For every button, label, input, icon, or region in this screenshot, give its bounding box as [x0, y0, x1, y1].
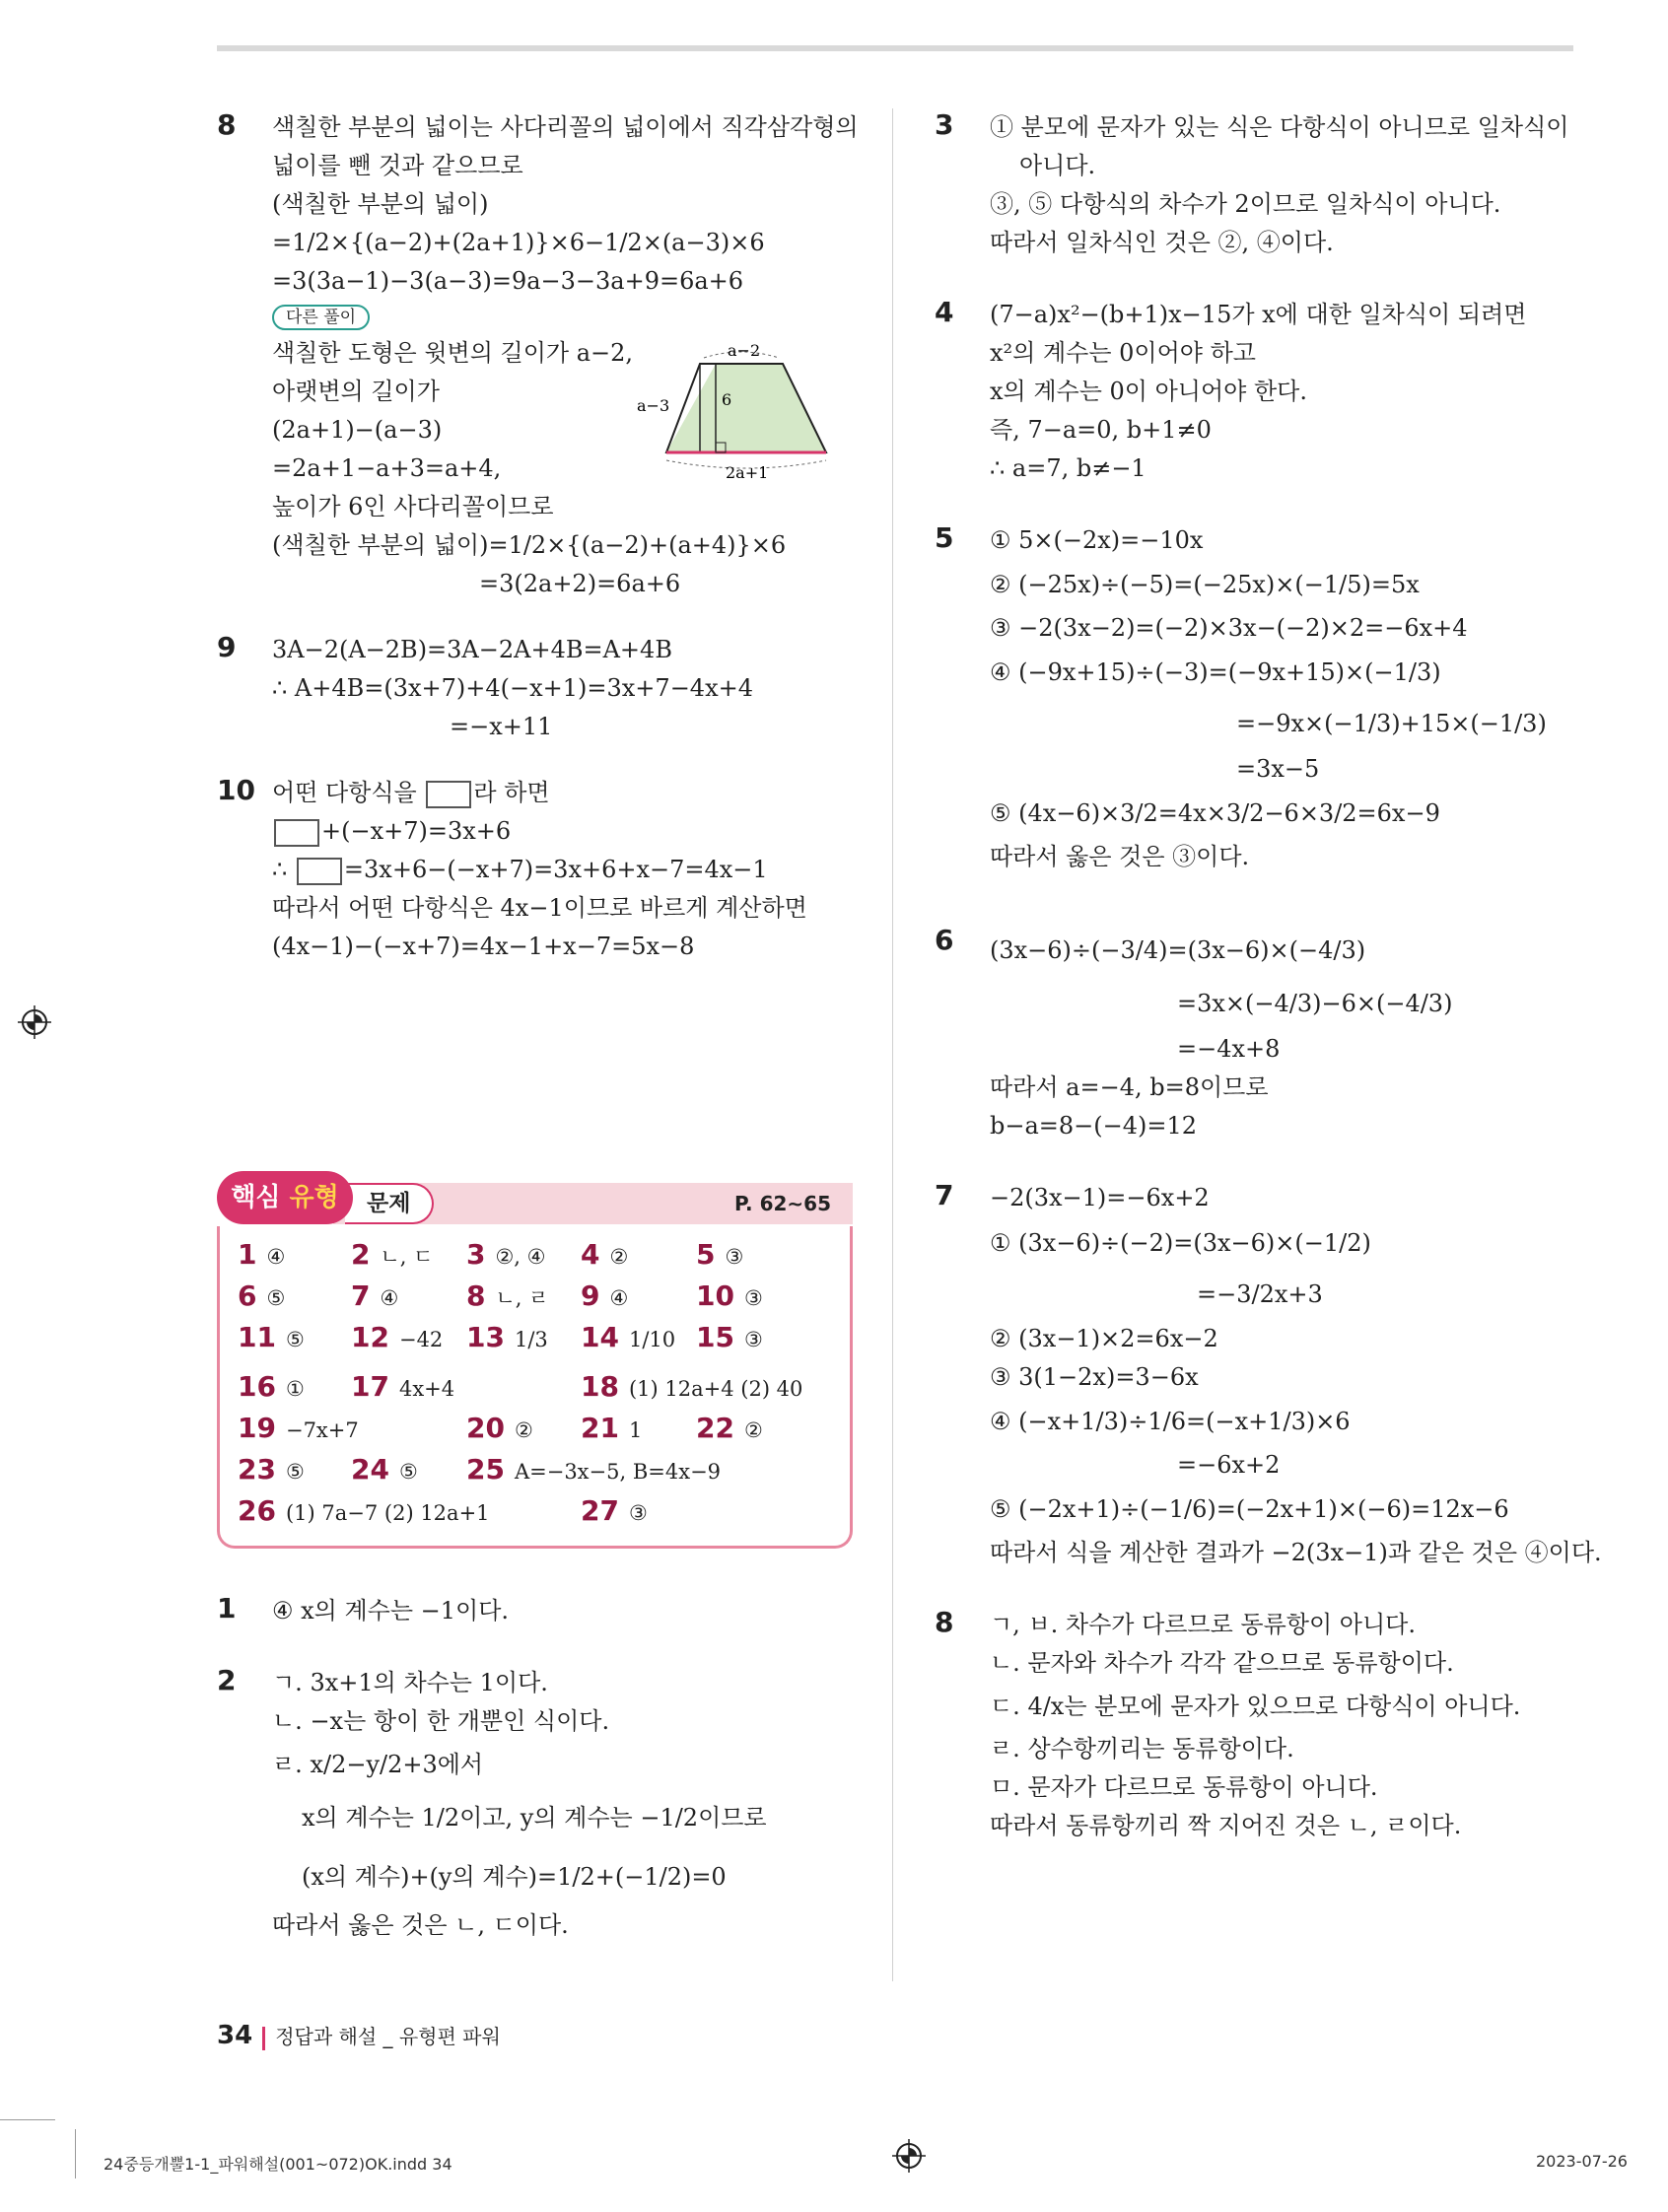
equation: +(−x+7)=3x+6 [321, 817, 512, 845]
answer-val: ① [285, 1377, 305, 1401]
equation-line: ② (3x−1)×2=6x−2 [990, 1325, 1218, 1352]
summary-row [238, 1276, 840, 1317]
text-line: 따라서 옳은 것은 ③이다. [990, 843, 1250, 870]
text-line: 따라서 동류항끼리 짝 지어진 것은 ㄴ, ㄹ이다. [990, 1812, 1462, 1839]
text-line: 따라서 옳은 것은 ㄴ, ㄷ이다. [272, 1911, 569, 1939]
answer-num: 9 [581, 1279, 600, 1312]
problem-number: 10 [217, 774, 255, 806]
slug-date: 2023-07-26 [1536, 2152, 1628, 2171]
answer-num: 23 [238, 1453, 276, 1486]
answer-num: 22 [696, 1412, 734, 1444]
text-line: 따라서 어떤 다항식은 4x−1이므로 바르게 계산하면 [272, 894, 807, 922]
left-column [217, 108, 859, 994]
answer-num: 27 [581, 1494, 619, 1527]
equation-line: (4x−1)−(−x+7)=4x−1+x−7=5x−8 [272, 933, 695, 960]
text-line: x²의 계수는 0이어야 하고 [990, 339, 1256, 367]
answer-val: A=−3x−5, B=4x−9 [514, 1460, 722, 1484]
text-line: 아랫변의 길이가 [272, 378, 440, 405]
answer-val: ④ [380, 1286, 399, 1310]
answer-val: ② [514, 1418, 533, 1442]
summary-header [217, 1171, 853, 1226]
answer-val: (1) 7a−7 (2) 12a+1 [285, 1501, 490, 1525]
answer-num: 26 [238, 1494, 276, 1527]
solution-1 [217, 1592, 853, 1630]
text: 라 하면 [473, 779, 550, 806]
equation-line: 즉, 7−a=0, b+1≠0 [990, 416, 1212, 444]
title-a: 핵심 [231, 1183, 281, 1212]
problem-4 [935, 296, 1585, 488]
answer-val: ⑤ [266, 1286, 286, 1310]
equation-line: =3(3a−1)−3(a−3)=9a−3−3a+9=6a+6 [272, 267, 744, 295]
footer-bar [262, 2027, 265, 2050]
text: 어떤 다항식을 [272, 779, 417, 806]
problem-number: 8 [935, 1606, 954, 1638]
column-divider [892, 108, 893, 1981]
answer-num: 1 [238, 1238, 257, 1271]
text-line: 넓이를 뺀 것과 같으므로 [272, 152, 523, 179]
text-line: 따라서 일차식인 것은 ②, ④이다. [990, 229, 1334, 256]
summary-body [217, 1226, 853, 1549]
text-line: 따라서 a=−4, b=8이므로 [990, 1073, 1269, 1101]
answer-val: −42 [398, 1328, 444, 1351]
equation-line: ㄹ. x/2−y/2+3에서 [272, 1751, 484, 1778]
answer-num: 16 [238, 1370, 276, 1403]
page-range: P. 62∼65 [734, 1192, 831, 1215]
answer-val: 1/3 [514, 1328, 548, 1351]
equation-line: 3A−2(A−2B)=3A−2A+4B=A+4B [272, 636, 672, 663]
answer-val: 1/10 [628, 1328, 676, 1351]
answer-val: ㄴ, ㄹ [495, 1286, 549, 1310]
crop-mark [75, 2129, 76, 2178]
label-left: a−3 [637, 396, 670, 415]
equation-line: =−4x+8 [1177, 1035, 1281, 1063]
text-line: ㄴ. −x는 항이 한 개뿐인 식이다. [272, 1707, 610, 1735]
answer-num: 19 [238, 1412, 276, 1444]
problem-number: 3 [935, 108, 954, 141]
problem-5 [935, 521, 1585, 876]
answer-num: 24 [351, 1453, 389, 1486]
answer-val: ② [609, 1245, 629, 1269]
answer-num: 5 [696, 1238, 716, 1271]
blank-box [426, 781, 471, 808]
answer-num: 2 [351, 1238, 371, 1271]
answer-val: ⑤ [285, 1328, 305, 1351]
problem-number: 5 [935, 521, 954, 554]
answer-num: 3 [466, 1238, 486, 1271]
equation-line: (3x−6)÷(−3/4)=(3x−6)×(−4/3) [990, 936, 1366, 964]
label-bottom: 2a+1 [726, 463, 769, 482]
answer-num: 11 [238, 1321, 276, 1353]
answer-val: 1 [628, 1418, 643, 1442]
label-height: 6 [722, 390, 732, 409]
equation-line: =3x×(−4/3)−6×(−4/3) [1177, 990, 1453, 1017]
text-line: (색칠한 부분의 넓이) [272, 190, 489, 218]
answer-summary-box [217, 1171, 853, 1549]
equation-line: ⑤ (−2x+1)÷(−1/6)=(−2x+1)×(−6)=12x−6 [990, 1495, 1509, 1523]
equation-line: ∴ a=7, b≠−1 [990, 454, 1147, 482]
answer-num: 10 [696, 1279, 734, 1312]
label-top: a−2 [728, 344, 761, 360]
header-word: 문제 [345, 1183, 434, 1224]
equation-line: =−x+11 [450, 713, 553, 740]
trapezoid-figure [637, 344, 834, 482]
text-line: ㄷ. 4/x는 분모에 문자가 있으므로 다항식이 아니다. [990, 1693, 1521, 1720]
equation-line: ∴ A+4B=(3x+7)+4(−x+1)=3x+7−4x+4 [272, 674, 753, 702]
therefore: ∴ [272, 856, 288, 883]
answer-num: 20 [466, 1412, 505, 1444]
equation-line: (색칠한 부분의 넓이)=1/2×{(a−2)+(a+4)}×6 [272, 531, 787, 559]
equation-line: −2(3x−1)=−6x+2 [990, 1184, 1210, 1211]
problem-9 [217, 631, 853, 746]
problem-8-right [935, 1606, 1585, 1845]
equation-line: =3(2a+2)=6a+6 [479, 570, 681, 597]
footer-title: 정답과 해설 _ 유형편 파워 [275, 2025, 501, 2048]
problem-6 [935, 924, 1585, 1145]
title-b: 유형 [289, 1183, 339, 1212]
answer-val: ③ [628, 1501, 648, 1525]
equation: =3x+6−(−x+7)=3x+6+x−7=4x−1 [343, 856, 768, 883]
summary-row [238, 1490, 840, 1532]
answer-num: 14 [581, 1321, 619, 1353]
left-solutions [217, 1592, 853, 1972]
equation-line: ① 5×(−2x)=−10x [990, 526, 1204, 554]
summary-row [238, 1449, 840, 1490]
problem-10 [217, 774, 853, 966]
answer-num: 13 [466, 1321, 505, 1353]
equation-line: ① (3x−6)÷(−2)=(3x−6)×(−1/2) [990, 1229, 1371, 1257]
equation-line: =1/2×{(a−2)+(2a+1)}×6−1/2×(a−3)×6 [272, 229, 765, 256]
text-line: ㄱ, ㅂ. 차수가 다르므로 동류항이 아니다. [990, 1611, 1416, 1638]
registration-mark-icon [18, 1005, 51, 1039]
equation-line: =−9x×(−1/3)+15×(−1/3) [1236, 710, 1547, 737]
answer-num: 21 [581, 1412, 619, 1444]
answer-num: 17 [351, 1370, 389, 1403]
answer-num: 25 [466, 1453, 505, 1486]
right-column [935, 108, 1602, 1873]
answer-val: ②, ④ [495, 1245, 546, 1269]
equation-line: (x의 계수)+(y의 계수)=1/2+(−1/2)=0 [302, 1863, 727, 1891]
problem-number: 9 [217, 631, 237, 663]
text-line: (7−a)x²−(b+1)x−15가 x에 대한 일차식이 되려면 [990, 301, 1527, 328]
text-line: ㄹ. 상수항끼리는 동류항이다. [990, 1735, 1294, 1763]
top-rule [217, 45, 1573, 51]
text-line: 따라서 식을 계산한 결과가 −2(3x−1)과 같은 것은 ④이다. [990, 1539, 1602, 1566]
equation-line: ④ (−9x+15)÷(−3)=(−9x+15)×(−1/3) [990, 658, 1441, 686]
answer-val: −7x+7 [285, 1418, 359, 1442]
text-line: ㄱ. 3x+1의 차수는 1이다. [272, 1669, 548, 1696]
equation-line: ③ 3(1−2x)=3−6x [990, 1363, 1199, 1391]
equation-line: =−3/2x+3 [1197, 1280, 1323, 1308]
equation-line: ⑤ (4x−6)×3/2=4x×3/2−6×3/2=6x−9 [990, 799, 1440, 827]
page-footer [217, 2021, 501, 2050]
alt-solution-tag: 다른 풀이 [272, 305, 370, 330]
blank-box [297, 858, 342, 885]
page-number: 34 [217, 2021, 253, 2050]
problem-8 [217, 108, 859, 603]
answer-num: 4 [581, 1238, 600, 1271]
problem-number: 8 [217, 108, 237, 141]
answer-val: 4x+4 [398, 1377, 455, 1401]
text-line: 아니다. [1019, 152, 1096, 179]
answer-val: ② [743, 1418, 763, 1442]
text-line: ④ x의 계수는 −1이다. [272, 1597, 510, 1624]
header-pill [217, 1171, 353, 1224]
text-line: x의 계수는 0이 아니어야 한다. [990, 378, 1307, 405]
answer-num: 7 [351, 1279, 371, 1312]
equation-line: ② (−25x)÷(−5)=(−25x)×(−1/5)=5x [990, 571, 1420, 598]
answer-num: 12 [351, 1321, 389, 1353]
equation-line: b−a=8−(−4)=12 [990, 1112, 1198, 1140]
equation-line: =2a+1−a+3=a+4, [272, 454, 502, 482]
slug-filename: 24중등개뿔1-1_파워해설(001~072)OK.indd 34 [104, 2155, 452, 2174]
summary-row [238, 1408, 840, 1449]
equation-line: =−6x+2 [1177, 1451, 1281, 1479]
registration-mark-icon [892, 2139, 926, 2173]
problem-number: 4 [935, 296, 954, 328]
problem-number: 2 [217, 1664, 237, 1696]
answer-val: ③ [725, 1245, 744, 1269]
answer-val: ㄴ, ㄷ [380, 1245, 434, 1269]
answer-num: 18 [581, 1370, 619, 1403]
answer-val: ④ [266, 1245, 286, 1269]
solution-2 [217, 1664, 853, 1945]
text-line: 색칠한 부분의 넓이는 사다리꼴의 넓이에서 직각삼각형의 [272, 113, 859, 141]
problem-7 [935, 1179, 1602, 1572]
text-line: 높이가 6인 사다리꼴이므로 [272, 493, 554, 520]
summary-row [238, 1317, 840, 1366]
answer-num: 8 [466, 1279, 486, 1312]
text-line: ① 분모에 문자가 있는 식은 다항식이 아니므로 일차식이 [990, 113, 1569, 141]
blank-box [274, 819, 319, 847]
answer-val: ④ [609, 1286, 629, 1310]
text-line: ㄴ. 문자와 차수가 각각 같으므로 동류항이다. [990, 1649, 1454, 1677]
answer-num: 15 [696, 1321, 734, 1353]
text-line: ㅁ. 문자가 다르므로 동류항이 아니다. [990, 1773, 1378, 1801]
problem-number: 1 [217, 1592, 237, 1624]
equation-line: =3x−5 [1236, 755, 1320, 783]
problem-number: 6 [935, 924, 954, 956]
crop-mark [0, 2119, 55, 2120]
problem-3 [935, 108, 1585, 262]
answer-val: ⑤ [398, 1460, 418, 1484]
problem-number: 7 [935, 1179, 954, 1211]
answer-val: ③ [743, 1286, 763, 1310]
summary-row [238, 1234, 840, 1276]
text-line: ③, ⑤ 다항식의 차수가 2이므로 일차식이 아니다. [990, 190, 1501, 218]
answer-val: ③ [743, 1328, 763, 1351]
text-line: 색칠한 도형은 윗변의 길이가 a−2, [272, 339, 634, 367]
equation-line: (2a+1)−(a−3) [272, 416, 443, 444]
answer-num: 6 [238, 1279, 257, 1312]
summary-row [238, 1366, 840, 1408]
equation-line: ④ (−x+1/3)÷1/6=(−x+1/3)×6 [990, 1408, 1351, 1435]
answer-val: ⑤ [285, 1460, 305, 1484]
answer-val: (1) 12a+4 (2) 40 [628, 1377, 803, 1401]
text-line: x의 계수는 1/2이고, y의 계수는 −1/2이므로 [302, 1804, 767, 1832]
equation-line: ③ −2(3x−2)=(−2)×3x−(−2)×2=−6x+4 [990, 614, 1468, 642]
